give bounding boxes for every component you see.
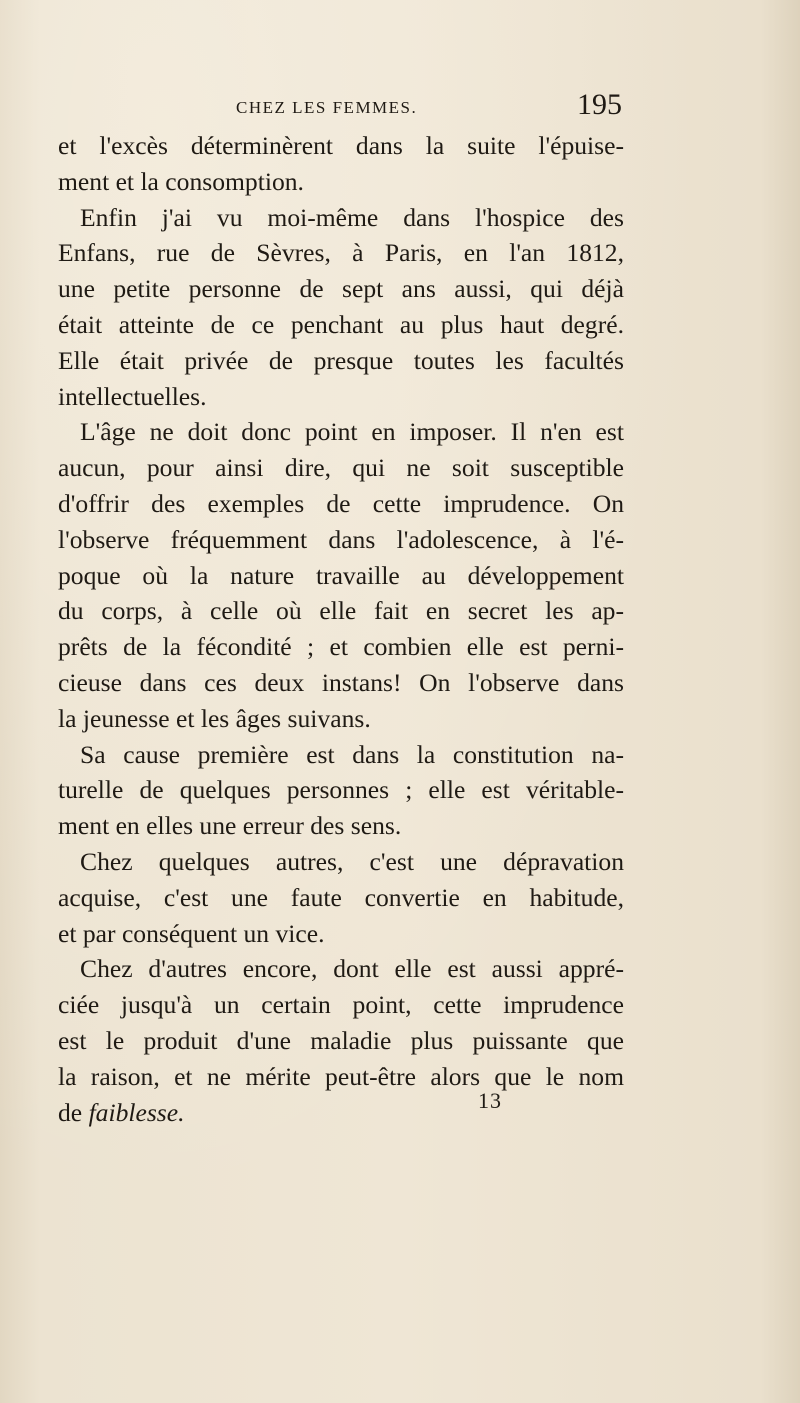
page-header [58, 88, 624, 124]
text-line: ciée jusqu'à un certain point, cette imprudence [58, 990, 624, 1020]
final-line-prefix: de [58, 1097, 89, 1127]
text-line: poque où la nature travaille au développement [58, 560, 624, 590]
text-line: ment et la consomption. [58, 166, 304, 196]
text-line: du corps, à celle où elle fait en secret les ap- [58, 596, 624, 626]
text-line: Enfans, rue de Sèvres, à Paris, en l'an 1812, [58, 238, 624, 268]
text-line: la raison, et ne mérite peut-être alors que le nom [58, 1061, 624, 1091]
text-line: Sa cause première est dans la constitution na- [80, 739, 624, 769]
text-line: Elle était privée de presque toutes les facultés [58, 345, 624, 375]
text-line: et l'excès déterminèrent dans la suite l'épuise- [58, 131, 624, 160]
text-line: prêts de la fécondité ; et combien elle est perni- [58, 632, 624, 662]
text-line: aucun, pour ainsi dire, qui ne soit susceptible [58, 453, 624, 483]
text-line: intellectuelles. [58, 381, 207, 411]
text-line: cieuse dans ces deux instans! On l'observe dans [58, 667, 624, 697]
text-line: L'âge ne doit donc point en imposer. Il n'en est [80, 417, 624, 447]
text-line: Chez quelques autres, c'est une dépravation [80, 846, 624, 876]
signature-mark: 13 [478, 1088, 502, 1113]
text-line: est le produit d'une maladie plus puissante que [58, 1025, 624, 1055]
text-line: turelle de quelques personnes ; elle est véritable- [58, 775, 624, 805]
text-line: une petite personne de sept ans aussi, qui déjà [58, 274, 624, 304]
emphasized-word: faiblesse. [88, 1097, 185, 1127]
text-line: d'offrir des exemples de cette imprudence. On [58, 488, 624, 518]
final-text-line [58, 1095, 624, 1131]
text-line: Chez d'autres encore, dont elle est aussi appré- [80, 954, 624, 984]
text-line: Enfin j'ai vu moi-même dans l'hospice des [80, 202, 624, 232]
running-head: CHEZ LES FEMMES. [236, 98, 418, 117]
text-line: acquise, c'est une faute convertie en habitude, [58, 882, 624, 912]
text-line: était atteinte de ce penchant au plus haut degré. [58, 309, 624, 339]
text-line: ment en elles une erreur des sens. [58, 811, 402, 841]
text-line: et par conséquent un vice. [58, 918, 325, 948]
body-text [58, 128, 624, 1130]
page-number: 195 [577, 88, 622, 121]
text-line: la jeunesse et les âges suivans. [58, 703, 371, 733]
text-line: l'observe fréquemment dans l'adolescence, à l'é- [58, 524, 624, 554]
